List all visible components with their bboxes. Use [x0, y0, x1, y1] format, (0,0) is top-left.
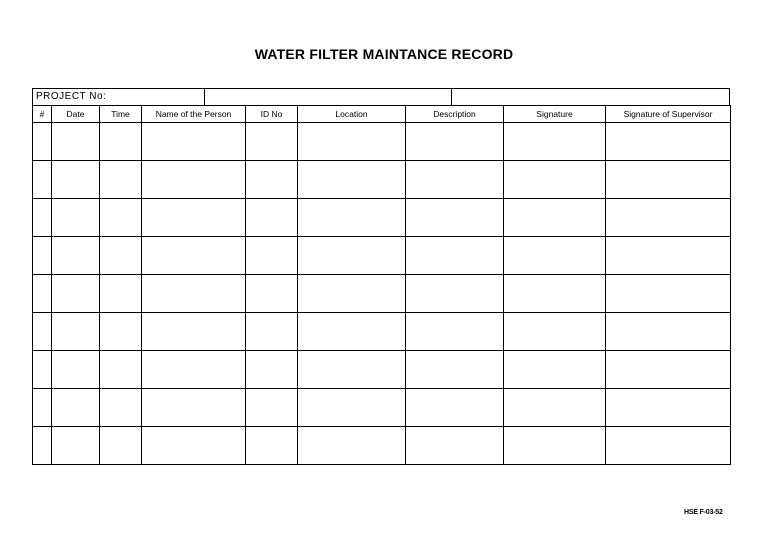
description-cell[interactable] [406, 237, 504, 275]
number-cell[interactable] [33, 313, 52, 351]
supervisor-signature-cell[interactable] [606, 351, 731, 389]
column-header-time: Time [100, 106, 142, 123]
table-header-row [33, 106, 731, 123]
id-no-cell[interactable] [246, 351, 298, 389]
column-header-date: Date [52, 106, 100, 123]
signature-cell[interactable] [504, 161, 606, 199]
table-body [33, 123, 731, 465]
location-cell[interactable] [298, 199, 406, 237]
column-header-supervisor-signature: Signature of Supervisor [606, 106, 731, 123]
number-cell[interactable] [33, 389, 52, 427]
number-cell[interactable] [33, 199, 52, 237]
id-no-cell[interactable] [246, 161, 298, 199]
person-name-cell[interactable] [142, 237, 246, 275]
id-no-cell[interactable] [246, 389, 298, 427]
column-header-signature: Signature [504, 106, 606, 123]
time-cell[interactable] [100, 351, 142, 389]
signature-cell[interactable] [504, 123, 606, 161]
date-cell[interactable] [52, 275, 100, 313]
signature-cell[interactable] [504, 313, 606, 351]
number-cell[interactable] [33, 427, 52, 465]
location-cell[interactable] [298, 351, 406, 389]
table-row [33, 275, 731, 313]
person-name-cell[interactable] [142, 275, 246, 313]
description-cell[interactable] [406, 351, 504, 389]
signature-cell[interactable] [504, 427, 606, 465]
date-cell[interactable] [52, 351, 100, 389]
description-cell[interactable] [406, 427, 504, 465]
supervisor-signature-cell[interactable] [606, 275, 731, 313]
signature-cell[interactable] [504, 275, 606, 313]
table-row [33, 123, 731, 161]
document-code: HSE F-03-52 [684, 509, 723, 516]
location-cell[interactable] [298, 237, 406, 275]
id-no-cell[interactable] [246, 199, 298, 237]
project-number-row [32, 88, 730, 106]
id-no-cell[interactable] [246, 123, 298, 161]
project-number-label: PROJECT No: [36, 91, 107, 102]
person-name-cell[interactable] [142, 351, 246, 389]
column-header-person-name: Name of the Person [142, 106, 246, 123]
person-name-cell[interactable] [142, 427, 246, 465]
time-cell[interactable] [100, 237, 142, 275]
person-name-cell[interactable] [142, 161, 246, 199]
column-header-id-no: ID No [246, 106, 298, 123]
description-cell[interactable] [406, 161, 504, 199]
location-cell[interactable] [298, 389, 406, 427]
date-cell[interactable] [52, 161, 100, 199]
time-cell[interactable] [100, 389, 142, 427]
time-cell[interactable] [100, 275, 142, 313]
table-row [33, 427, 731, 465]
id-no-cell[interactable] [246, 313, 298, 351]
supervisor-signature-cell[interactable] [606, 123, 731, 161]
time-cell[interactable] [100, 313, 142, 351]
date-cell[interactable] [52, 389, 100, 427]
supervisor-signature-cell[interactable] [606, 161, 731, 199]
signature-cell[interactable] [504, 389, 606, 427]
supervisor-signature-cell[interactable] [606, 313, 731, 351]
person-name-cell[interactable] [142, 389, 246, 427]
location-cell[interactable] [298, 427, 406, 465]
table-row [33, 351, 731, 389]
maintenance-record-table [32, 105, 731, 465]
date-cell[interactable] [52, 313, 100, 351]
column-header-number: # [33, 106, 52, 123]
location-cell[interactable] [298, 313, 406, 351]
project-extra-field[interactable] [451, 89, 729, 105]
description-cell[interactable] [406, 123, 504, 161]
column-header-location: Location [298, 106, 406, 123]
supervisor-signature-cell[interactable] [606, 427, 731, 465]
signature-cell[interactable] [504, 237, 606, 275]
time-cell[interactable] [100, 161, 142, 199]
signature-cell[interactable] [504, 351, 606, 389]
table-row [33, 313, 731, 351]
time-cell[interactable] [100, 123, 142, 161]
time-cell[interactable] [100, 199, 142, 237]
location-cell[interactable] [298, 161, 406, 199]
number-cell[interactable] [33, 123, 52, 161]
date-cell[interactable] [52, 123, 100, 161]
table-row [33, 161, 731, 199]
description-cell[interactable] [406, 313, 504, 351]
date-cell[interactable] [52, 237, 100, 275]
table-row [33, 389, 731, 427]
supervisor-signature-cell[interactable] [606, 237, 731, 275]
person-name-cell[interactable] [142, 123, 246, 161]
number-cell[interactable] [33, 275, 52, 313]
table-row [33, 237, 731, 275]
person-name-cell[interactable] [142, 199, 246, 237]
form-title: WATER FILTER MAINTANCE RECORD [254, 46, 514, 62]
id-no-cell[interactable] [246, 237, 298, 275]
date-cell[interactable] [52, 199, 100, 237]
description-cell[interactable] [406, 389, 504, 427]
supervisor-signature-cell[interactable] [606, 199, 731, 237]
id-no-cell[interactable] [246, 427, 298, 465]
number-cell[interactable] [33, 237, 52, 275]
project-number-field[interactable] [204, 89, 451, 105]
description-cell[interactable] [406, 199, 504, 237]
time-cell[interactable] [100, 427, 142, 465]
table-row [33, 199, 731, 237]
person-name-cell[interactable] [142, 313, 246, 351]
supervisor-signature-cell[interactable] [606, 389, 731, 427]
description-cell[interactable] [406, 275, 504, 313]
location-cell[interactable] [298, 123, 406, 161]
column-header-description: Description [406, 106, 504, 123]
location-cell[interactable] [298, 275, 406, 313]
number-cell[interactable] [33, 161, 52, 199]
number-cell[interactable] [33, 351, 52, 389]
id-no-cell[interactable] [246, 275, 298, 313]
date-cell[interactable] [52, 427, 100, 465]
signature-cell[interactable] [504, 199, 606, 237]
